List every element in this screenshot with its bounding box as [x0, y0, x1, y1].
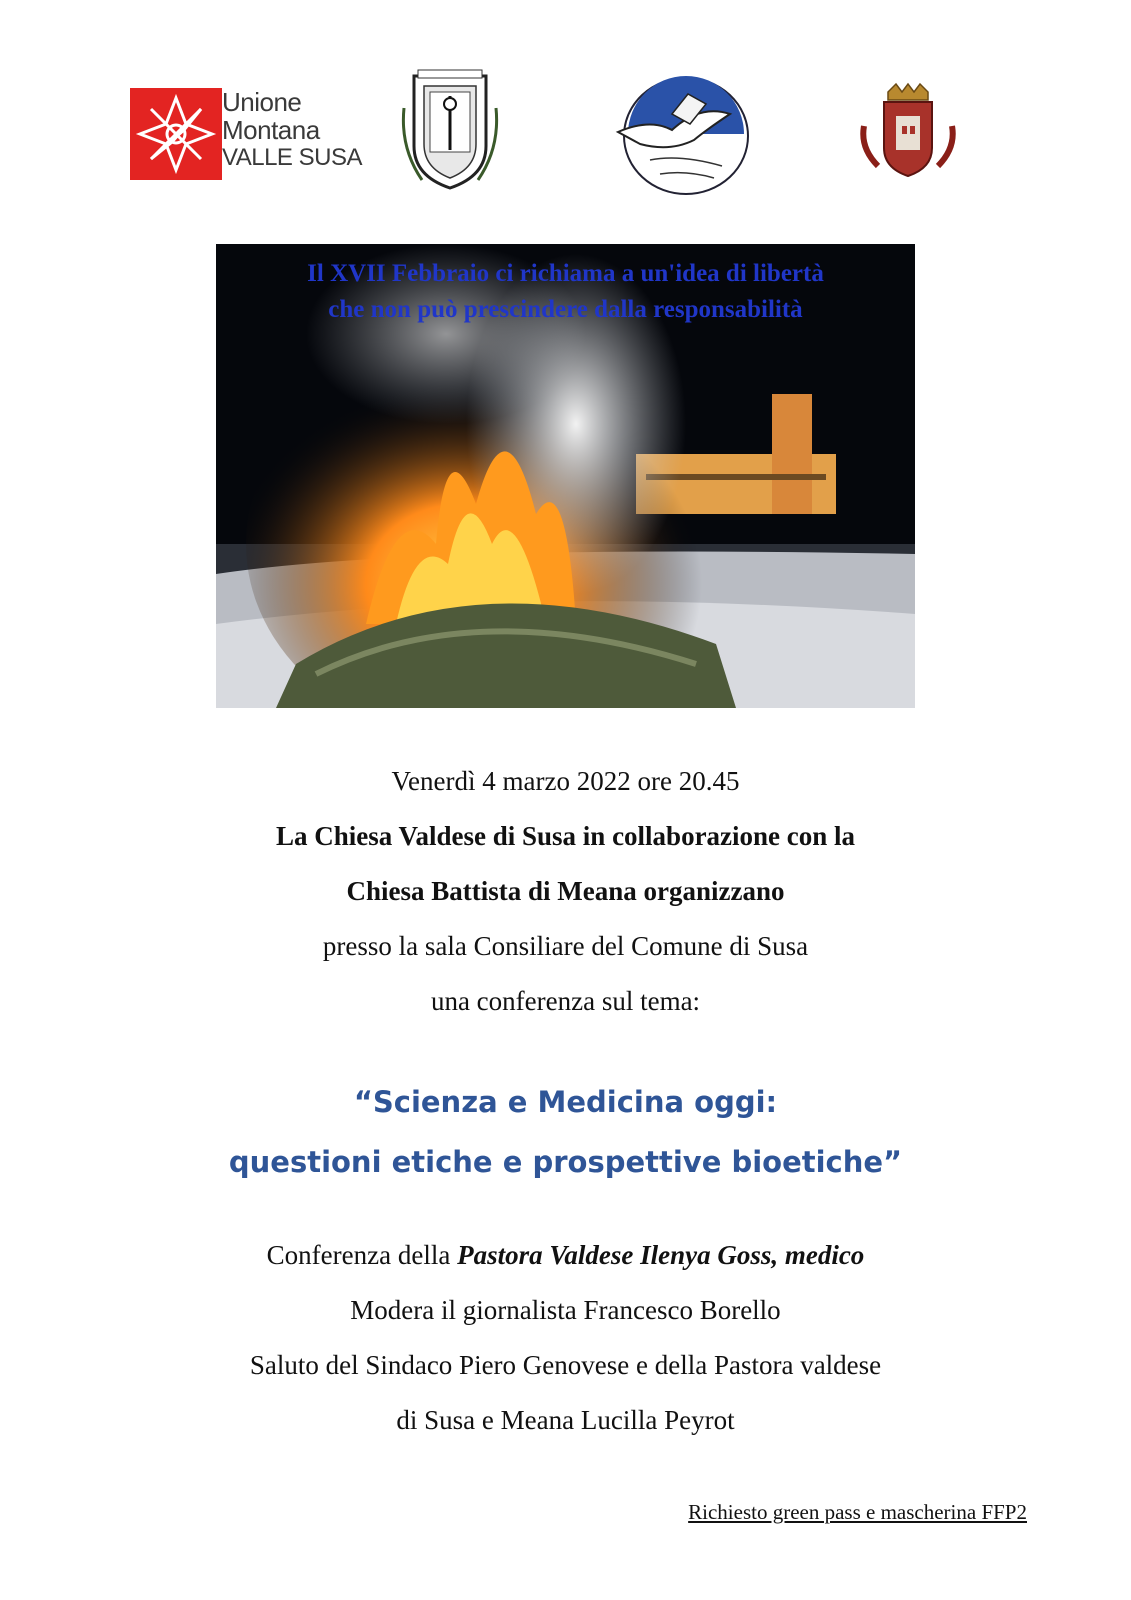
coat-of-arms-icon [858, 82, 958, 182]
seal-icon [400, 68, 500, 194]
organizers-line-1: La Chiesa Valdese di Susa in collaborazione con la [275, 821, 856, 851]
greetings-line-1: Saluto del Sindaco Piero Genovese e della Pastora valdese [249, 1350, 882, 1380]
speaker-name: Pastora Valdese Ilenya Goss, medico [457, 1240, 865, 1270]
moderator-line: Modera il giornalista Francesco Borello [350, 1295, 781, 1325]
unione-montana-text [222, 88, 362, 172]
photo-caption-line-2: che non può prescindere dalla responsabilità [328, 296, 803, 323]
requirements-note: Richiesto green pass e mascherina FFP2 [688, 1500, 1027, 1524]
topic-title-line-1: “Scienza e Medicina oggi: [353, 1085, 778, 1119]
event-date: Venerdì 4 marzo 2022 ore 20.45 [391, 766, 740, 796]
logo-bar [0, 68, 1131, 198]
eagle-book-icon [610, 74, 752, 198]
greetings-line-2: di Susa e Meana Lucilla Peyrot [396, 1405, 735, 1435]
logo-line-3: VALLE SUSA [222, 144, 362, 171]
bonfire-photo [216, 244, 915, 708]
logo-line-1: Unione [222, 87, 302, 117]
star-icon [130, 88, 222, 180]
conference-speaker-line [0, 1240, 1131, 1271]
conference-intro: una conferenza sul tema: [430, 986, 701, 1016]
organizers-line-2: Chiesa Battista di Meana organizzano [346, 876, 785, 906]
logo-line-2: Montana [222, 115, 320, 145]
photo-caption-line-1: Il XVII Febbraio ci richiama a un'idea di libertà [307, 260, 824, 287]
event-venue: presso la sala Consiliare del Comune di Susa [322, 931, 809, 961]
conference-prefix: Conferenza della [266, 1240, 458, 1270]
topic-title-line-2: questioni etiche e prospettive bioetiche” [228, 1145, 903, 1179]
unione-montana-logo [130, 87, 362, 180]
